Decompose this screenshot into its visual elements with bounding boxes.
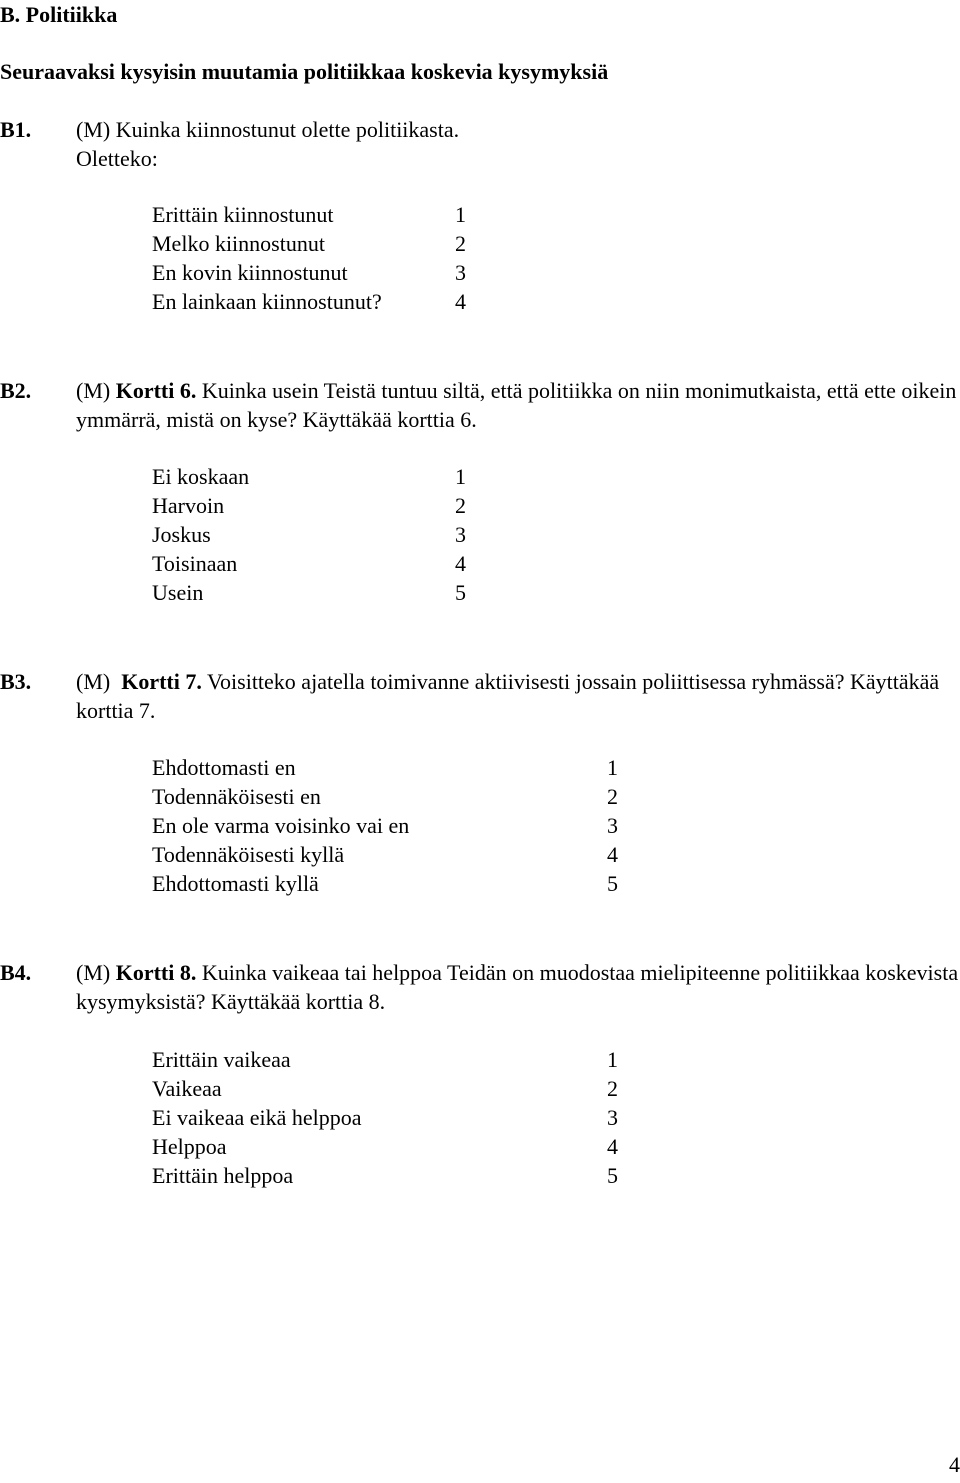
option-code: 3 xyxy=(607,813,618,838)
answer-options-b1 xyxy=(152,200,466,316)
option-code: 2 xyxy=(455,231,466,256)
question-text-b4 xyxy=(76,958,960,1016)
answer-option xyxy=(152,1161,618,1190)
answer-option xyxy=(152,287,466,316)
option-code: 3 xyxy=(455,522,466,547)
answer-option xyxy=(152,811,618,840)
question-text-b2 xyxy=(76,376,960,434)
page-number: 4 xyxy=(949,1452,960,1477)
card-reference: Kortti 8. xyxy=(115,960,197,985)
answer-option xyxy=(152,1132,618,1161)
answer-option xyxy=(152,462,466,491)
answer-option xyxy=(152,491,466,520)
option-label: Erittäin helppoa xyxy=(152,1163,294,1188)
option-label: Erittäin vaikeaa xyxy=(152,1047,291,1072)
answer-option xyxy=(152,1103,618,1132)
section-intro: Seuraavaksi kysyisin muutamia politiikkaa koskevia kysymyksiä xyxy=(0,59,609,84)
question-number-b2: B2. xyxy=(0,378,32,403)
option-code: 1 xyxy=(607,755,618,780)
option-code: 4 xyxy=(607,842,618,867)
option-code: 2 xyxy=(607,1076,618,1101)
option-label: En lainkaan kiinnostunut? xyxy=(152,289,382,314)
option-code: 3 xyxy=(607,1105,618,1130)
answer-option xyxy=(152,753,618,782)
option-label: Erittäin kiinnostunut xyxy=(152,202,334,227)
card-reference: Kortti 6. xyxy=(115,378,197,403)
section-heading: B. Politiikka xyxy=(0,2,118,27)
option-code: 5 xyxy=(455,580,466,605)
answer-options-b3 xyxy=(152,753,618,898)
answer-option xyxy=(152,520,466,549)
question-body: Kuinka vaikeaa tai helppoa Teidän on muodostaa mielipiteenne politiikkaa koskevista kysymyksistä? Käyttäkää korttia 8. xyxy=(76,960,959,1014)
option-label: Toisinaan xyxy=(152,551,238,576)
card-reference: Kortti 7. xyxy=(121,669,202,694)
option-code: 1 xyxy=(455,202,466,227)
option-label: Ei vaikeaa eikä helppoa xyxy=(152,1105,362,1130)
question-prefix: (M) xyxy=(76,669,111,694)
answer-option xyxy=(152,229,466,258)
option-label: Melko kiinnostunut xyxy=(152,231,325,256)
question-text-b1 xyxy=(76,115,960,173)
answer-options-b2 xyxy=(152,462,466,607)
option-code: 4 xyxy=(455,551,466,576)
question-body: Voisitteko ajatella toimivanne aktiivisesti jossain poliittisessa ryhmässä? Käyttäkää korttia 7. xyxy=(76,669,940,723)
option-code: 2 xyxy=(607,784,618,809)
answer-option xyxy=(152,840,618,869)
option-code: 3 xyxy=(455,260,466,285)
option-label: Harvoin xyxy=(152,493,225,518)
option-code: 1 xyxy=(455,464,466,489)
option-label: En ole varma voisinko vai en xyxy=(152,813,410,838)
option-code: 5 xyxy=(607,1163,618,1188)
answer-option xyxy=(152,869,618,898)
option-label: Vaikeaa xyxy=(152,1076,222,1101)
option-label: Usein xyxy=(152,580,204,605)
question-body: Kuinka usein Teistä tuntuu siltä, että politiikka on niin monimutkaista, että ette oikein ymmärrä, mistä on kyse? Käyttäkää korttia 6. xyxy=(76,378,957,432)
answer-option xyxy=(152,258,466,287)
option-code: 4 xyxy=(607,1134,618,1159)
option-label: Ei koskaan xyxy=(152,464,250,489)
option-label: Ehdottomasti en xyxy=(152,755,296,780)
answer-option xyxy=(152,782,618,811)
question-text-b3 xyxy=(76,667,960,725)
question-prefix: (M) xyxy=(76,960,111,985)
option-label: Helppoa xyxy=(152,1134,227,1159)
question-number-b4: B4. xyxy=(0,960,32,985)
option-code: 1 xyxy=(607,1047,618,1072)
answer-option xyxy=(152,578,466,607)
answer-option xyxy=(152,1074,618,1103)
answer-option xyxy=(152,1045,618,1074)
question-line: (M) Kuinka kiinnostunut olette politiikasta. xyxy=(76,117,460,142)
option-label: En kovin kiinnostunut xyxy=(152,260,348,285)
option-label: Todennäköisesti kyllä xyxy=(152,842,345,867)
question-line: Oletteko: xyxy=(76,146,158,171)
answer-option xyxy=(152,549,466,578)
question-number-b1: B1. xyxy=(0,117,32,142)
answer-option xyxy=(152,200,466,229)
option-code: 2 xyxy=(455,493,466,518)
question-number-b3: B3. xyxy=(0,669,32,694)
option-code: 4 xyxy=(455,289,466,314)
option-label: Ehdottomasti kyllä xyxy=(152,871,319,896)
question-prefix: (M) xyxy=(76,378,111,403)
option-label: Todennäköisesti en xyxy=(152,784,321,809)
option-label: Joskus xyxy=(152,522,211,547)
option-code: 5 xyxy=(607,871,618,896)
answer-options-b4 xyxy=(152,1045,618,1190)
